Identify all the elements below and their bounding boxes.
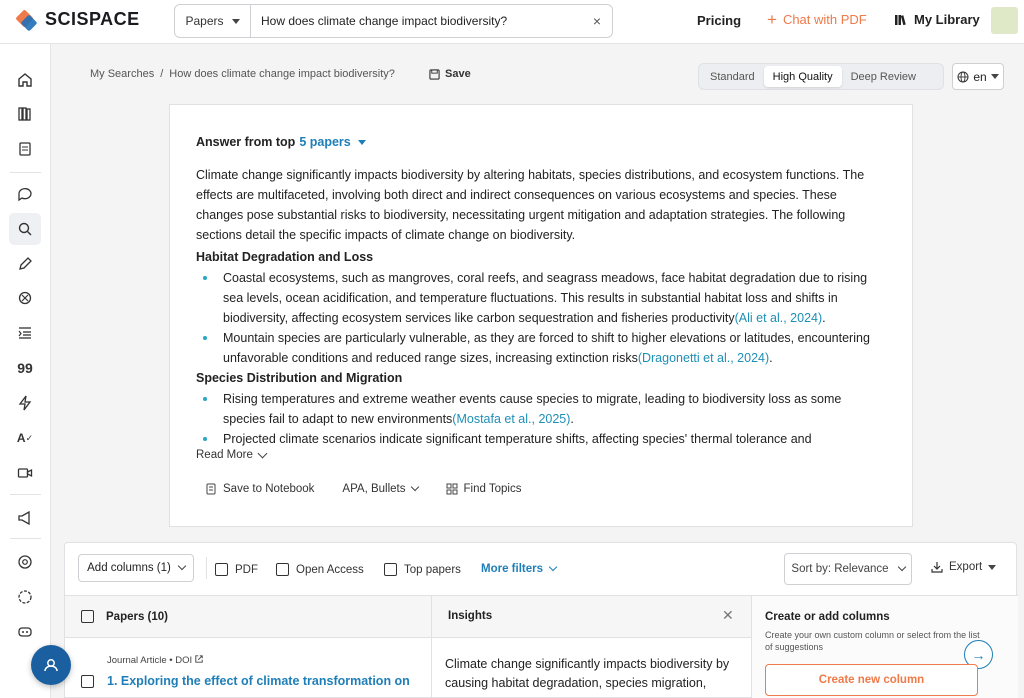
answer-heading — [196, 135, 366, 149]
chat-support-button[interactable] — [31, 645, 71, 685]
citation-format-dropdown[interactable] — [342, 483, 417, 495]
filter-label: PDF — [235, 563, 258, 576]
paper-title-link[interactable]: 1. Exploring the effect of climate transformation on — [107, 674, 410, 688]
column-papers — [81, 610, 168, 623]
filter-open-access[interactable] — [276, 563, 364, 576]
table-header — [65, 595, 751, 638]
results-panel — [64, 542, 1017, 698]
search-type-label: Papers — [185, 14, 224, 28]
checkbox[interactable] — [384, 563, 397, 576]
chevron-down-icon — [178, 562, 186, 570]
sidebar-divider — [10, 172, 41, 173]
section-title: Habitat Degradation and Loss — [196, 250, 374, 264]
find-topics-label: Find Topics — [463, 483, 522, 495]
create-columns-desc: Create your own custom column or select from the list of suggestions — [765, 630, 980, 652]
more-filters-label: More filters — [481, 563, 543, 575]
list-icon[interactable] — [13, 321, 37, 345]
save-to-notebook-label: Save to Notebook — [223, 483, 315, 495]
paper-meta — [107, 655, 203, 666]
save-icon — [429, 69, 440, 80]
answer-body — [196, 165, 886, 448]
search-type-dropdown[interactable] — [175, 5, 251, 37]
external-link-icon[interactable] — [195, 655, 203, 663]
citation-format-label: APA, Bullets — [342, 483, 406, 495]
export-button[interactable] — [931, 561, 996, 573]
globe-icon — [957, 71, 969, 83]
breadcrumb-separator: / — [160, 68, 164, 80]
home-icon[interactable] — [13, 68, 37, 92]
caret-down-icon — [988, 565, 996, 570]
create-columns-title: Create or add columns — [765, 611, 890, 623]
search-input[interactable] — [251, 14, 582, 28]
answer-intro: Climate change significantly impacts biodiversity by altering habitats, species distributions, and ecosystem functions. The effects are multifaceted, involving both direct and indirect consequences on various ecosystems and species. These changes pose substantial risks to biodiversity, necessitating urgent mitigation and adaptation strategies. The following sections detail the specific impacts of climate change on biodiversity. — [196, 168, 865, 242]
create-new-column-button[interactable]: Create new column — [765, 664, 978, 696]
section-list — [196, 268, 886, 368]
save-button[interactable] — [429, 68, 471, 80]
citation-link[interactable]: (Dragonetti et al., 2024) — [637, 351, 770, 365]
column-divider — [431, 595, 432, 698]
read-more-label: Read More — [196, 449, 253, 461]
pen-icon[interactable] — [13, 252, 37, 276]
filter-top-papers[interactable] — [384, 563, 461, 576]
megaphone-icon[interactable] — [13, 506, 37, 530]
close-column-icon[interactable]: ✕ — [722, 607, 734, 623]
user-avatar[interactable] — [991, 7, 1018, 34]
my-library-link[interactable] — [894, 12, 980, 27]
checkbox[interactable] — [276, 563, 289, 576]
paper-meta-text: Journal Article • DOI — [107, 655, 193, 666]
create-columns-panel — [751, 595, 1018, 698]
select-all-checkbox[interactable] — [81, 610, 94, 623]
list-item — [223, 429, 886, 448]
download-icon — [931, 561, 943, 573]
citation-link[interactable]: (Ali et al., 2024) — [734, 311, 823, 325]
notebook-icon — [205, 483, 217, 495]
video-icon[interactable] — [13, 461, 37, 485]
chevron-down-icon — [257, 448, 267, 458]
filter-label: Top papers — [404, 563, 461, 576]
bullet-text: Coastal ecosystems, such as mangroves, coral reefs, and seagrass meadows, face habitat degradation due to rising sea levels, ocean acidification, and temperature fluctuations. This results in substantial habitat loss and shifts in biodiversity, affecting ecosystem services like carbon sequestration and fisheries productivity — [223, 271, 868, 325]
search-box — [174, 4, 613, 38]
discord-icon[interactable] — [13, 620, 37, 644]
filter-pdf[interactable] — [215, 563, 258, 576]
answer-card — [169, 104, 913, 527]
search-literature-icon[interactable] — [9, 213, 41, 245]
caret-down-icon — [358, 140, 366, 145]
left-sidebar — [0, 44, 51, 698]
sidebar-divider — [10, 538, 41, 539]
column-insights-label: Insights — [448, 610, 493, 622]
save-to-notebook-button[interactable] — [205, 483, 314, 495]
logo-text: SCISPACE — [45, 9, 140, 29]
section-title: Species Distribution and Migration — [196, 371, 403, 385]
list-item: Mountain species are particularly vulnerable, as they are forced to shift to higher elevations or latitudes, encountering unfavorable conditions and reduced range sizes, increasing extinction risks(Dragonetti et al., 2024). — [223, 328, 886, 368]
more-filters-button[interactable] — [481, 563, 556, 575]
chat-with-pdf-label: Chat with PDF — [782, 12, 867, 27]
list-item: Rising temperatures and extreme weather events cause species to migrate, leading to biodiversity loss as some species fail to adapt to new environments(Mostafa et al., 2025). — [223, 389, 886, 429]
top-papers-dropdown[interactable]: 5 papers — [299, 135, 351, 149]
export-label: Export — [949, 561, 983, 573]
add-columns-label: Add columns (1) — [87, 562, 171, 574]
list-item: Coastal ecosystems, such as mangroves, coral reefs, and seagrass meadows, face habitat degradation due to rising sea levels, ocean acidification, and temperature fluctuations. This results in substantial habitat loss and shifts in biodiversity, affecting ecosystem services like carbon sequestration and fisheries productivity(Ali et al., 2024). — [223, 268, 886, 328]
chevron-down-icon — [897, 563, 905, 571]
breadcrumb-current: How does climate change impact biodiversity? — [169, 68, 395, 80]
bullet-text: Rising temperatures and extreme weather events cause species to migrate, leading to biodiversity loss as some species fail to adapt to new environments — [223, 392, 842, 426]
notebook-icon[interactable] — [13, 137, 37, 161]
read-more-button[interactable] — [196, 449, 266, 461]
bolt-icon[interactable] — [13, 391, 37, 415]
chevron-down-icon — [410, 483, 418, 491]
language-label: en — [973, 69, 987, 84]
chat-with-pdf-link[interactable] — [767, 9, 867, 29]
filter-label: Open Access — [296, 563, 364, 576]
toolbar-divider — [206, 557, 207, 579]
answer-actions — [205, 483, 521, 495]
breadcrumb-my-searches[interactable]: My Searches — [90, 68, 155, 80]
ai-writer-icon[interactable]: A ✓ — [16, 431, 34, 445]
citation-icon[interactable]: 99 — [17, 360, 33, 376]
citation-link[interactable]: (Mostafa et al., 2025) — [452, 412, 571, 426]
answer-heading-prefix: Answer from top — [196, 135, 296, 149]
arrow-right-icon[interactable]: → — [964, 640, 993, 669]
sort-dropdown[interactable] — [784, 553, 912, 585]
section-list — [196, 389, 886, 448]
find-topics-button[interactable] — [446, 483, 522, 495]
logo-mark-icon — [17, 10, 37, 30]
save-label: Save — [445, 68, 471, 80]
mode-toggle — [698, 63, 944, 90]
sort-label: Sort by: Relevance — [791, 563, 889, 575]
language-selector[interactable] — [952, 63, 1004, 90]
extract-icon[interactable] — [13, 286, 37, 310]
topics-icon — [446, 483, 458, 495]
library-icon[interactable] — [13, 102, 37, 126]
chrome-icon[interactable] — [13, 550, 37, 574]
scispace-logo[interactable] — [17, 9, 140, 30]
top-bar — [0, 0, 1024, 44]
library-books-icon — [894, 13, 908, 27]
caret-down-icon — [232, 19, 240, 24]
mode-standard[interactable]: Standard — [710, 70, 755, 83]
chevron-down-icon — [549, 563, 557, 571]
chat-icon[interactable] — [13, 182, 37, 206]
openai-icon[interactable] — [13, 585, 37, 609]
pricing-link[interactable]: Pricing — [697, 13, 742, 28]
bullet-text: Projected climate scenarios indicate significant temperature shifts, affecting species' thermal tolerance and — [223, 432, 812, 446]
mode-high-quality[interactable]: High Quality — [764, 66, 842, 87]
my-library-label: My Library — [914, 12, 980, 27]
add-columns-dropdown[interactable] — [78, 554, 194, 582]
mode-deep-review[interactable]: Deep Review — [850, 70, 916, 83]
breadcrumb — [90, 68, 395, 80]
bullet-text: Mountain species are particularly vulnerable, as they are forced to shift to higher elevations or latitudes, encountering unfavorable conditions and reduced range sizes, increasing extinction risks — [223, 331, 870, 365]
column-papers-label: Papers (10) — [106, 610, 169, 623]
plus-icon: + — [767, 9, 777, 29]
sidebar-divider — [10, 494, 41, 495]
paper-insight: Climate change significantly impacts biodiversity by causing habitat degradation, species migration, — [445, 657, 730, 690]
caret-down-icon — [991, 74, 999, 79]
checkbox[interactable] — [215, 563, 228, 576]
row-checkbox[interactable] — [81, 675, 94, 688]
clear-search-icon[interactable]: × — [592, 13, 602, 29]
assistant-icon — [42, 656, 60, 674]
